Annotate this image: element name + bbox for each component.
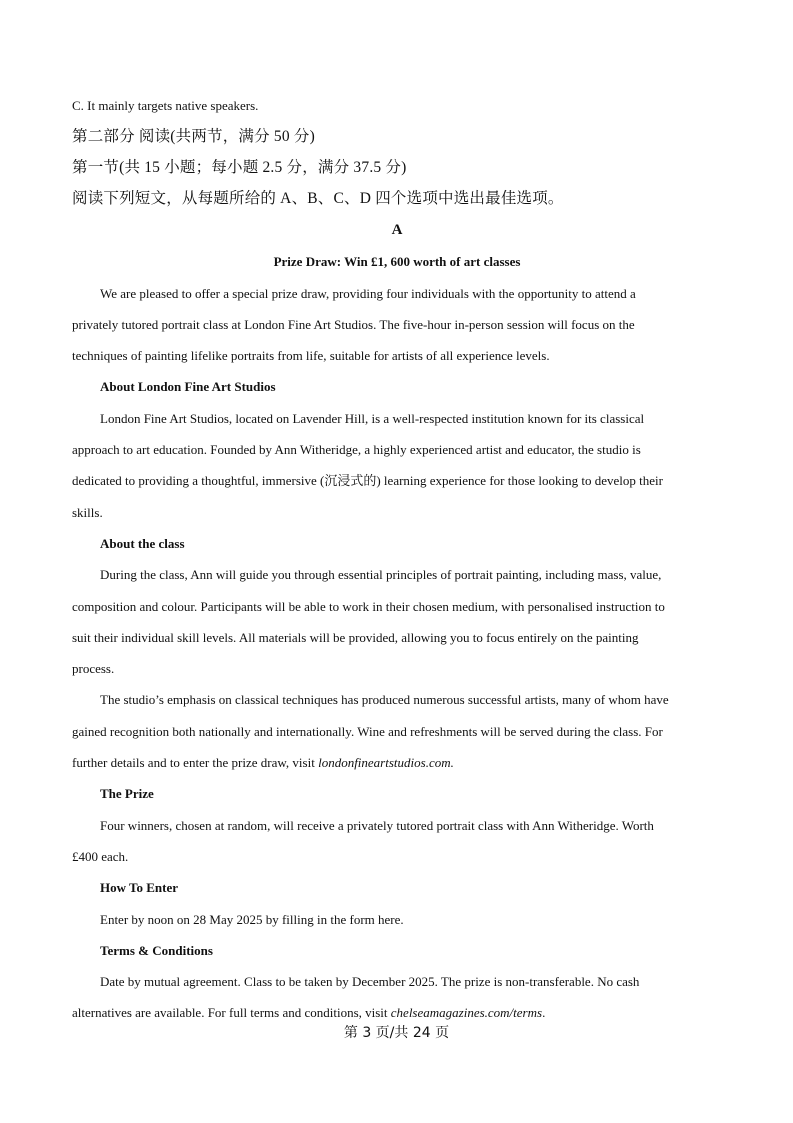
passage-title: Prize Draw: Win £1, 600 worth of art classes — [273, 254, 521, 270]
about-class-heading: About the class — [100, 535, 185, 551]
emphasis-line-with-link — [72, 747, 722, 778]
intro-paragraph — [72, 278, 722, 372]
about-class-line: process. — [72, 661, 115, 677]
prize-line: Four winners, chosen at random, will receive a privately tutored portrait class with Ann Witheridge. Worth — [100, 817, 654, 833]
website-link[interactable]: londonfineartstudios.com. — [318, 755, 454, 771]
about-studio-heading: About London Fine Art Studios — [100, 379, 276, 395]
emphasis-line: The studio’s emphasis on classical techniques has produced numerous successful artists, many of whom have — [100, 692, 669, 708]
about-class-line: During the class, Ann will guide you through essential principles of portrait painting, including mass, value, — [100, 567, 662, 583]
terms-end: . — [542, 1005, 546, 1021]
about-class-line: composition and colour. Participants will be able to work in their chosen medium, with personalised instruction to — [72, 598, 665, 614]
terms-heading: Terms & Conditions — [100, 942, 213, 958]
about-studio-line: dedicated to providing a thoughtful, immersive (沉浸式的) learning experience for those looking to develop their — [72, 473, 663, 489]
enter-heading: How To Enter — [100, 880, 179, 896]
about-studio-line: approach to art education. Founded by Ann Witheridge, a highly experienced artist and educator, the studio is — [72, 442, 641, 458]
terms-link[interactable]: chelseamagazines.com/terms — [390, 1005, 543, 1021]
enter-line: Enter by noon on 28 May 2025 by filling in the form here. — [100, 911, 404, 927]
part-two-heading: 第二部分 阅读(共两节，满分 50 分) — [72, 128, 315, 146]
instruction: 阅读下列短文，从每题所给的 A、B、C、D 四个选项中选出最佳选项。 — [72, 190, 564, 208]
option-c: C. It mainly targets native speakers. — [72, 98, 259, 113]
prize-heading: The Prize — [100, 786, 154, 802]
passage-letter: A — [391, 222, 403, 239]
about-studio-line: skills. — [72, 504, 103, 520]
emphasis-paragraph — [72, 684, 722, 778]
page-footer: 第 3 页/共 24 页 — [343, 1025, 450, 1041]
intro-line: We are pleased to offer a special prize draw, providing four individuals with the opportunity to attend a — [100, 285, 636, 301]
section-one-heading: 第一节(共 15 小题；每小题 2.5 分，满分 37.5 分) — [72, 159, 407, 177]
about-studio-paragraph — [72, 403, 722, 528]
emphasis-line: further details and to enter the prize draw, visit — [72, 755, 319, 771]
terms-paragraph — [72, 966, 722, 1029]
emphasis-line: gained recognition both nationally and internationally. Wine and refreshments will be served during the class. For — [72, 723, 663, 739]
about-class-paragraph — [72, 559, 722, 684]
terms-line: Date by mutual agreement. Class to be taken by December 2025. The prize is non-transferable. No cash — [100, 974, 640, 990]
document-page — [72, 90, 722, 1029]
prize-line: £400 each. — [72, 848, 129, 864]
terms-line: alternatives are available. For full terms and conditions, visit — [72, 1005, 391, 1021]
intro-line: techniques of painting lifelike portraits from life, suitable for artists of all experience levels. — [72, 348, 550, 364]
intro-line: privately tutored portrait class at London Fine Art Studios. The five-hour in-person session will focus on the — [72, 316, 635, 332]
prize-paragraph — [72, 810, 722, 873]
about-class-line: suit their individual skill levels. All materials will be provided, allowing you to focus entirely on the painting — [72, 629, 639, 645]
about-studio-line: London Fine Art Studios, located on Lavender Hill, is a well-respected institution known for its classical — [100, 410, 645, 426]
